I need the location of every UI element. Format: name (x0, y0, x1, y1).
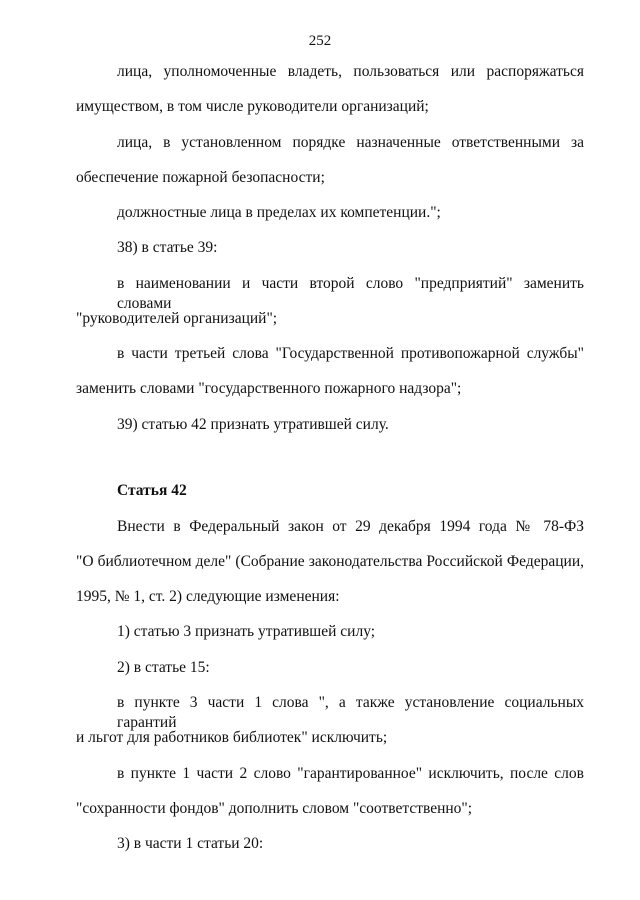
paragraph-line: в наименовании и части второй слово "предприятий" заменить словами (117, 275, 584, 312)
paragraph-line: 38) в статье 39: (117, 239, 218, 256)
paragraph-line: имуществом, в том числе руководители организаций; (76, 98, 429, 115)
paragraph-line: 1) статью 3 признать утратившей силу; (117, 623, 376, 640)
paragraph-line: 39) статью 42 признать утратившей силу. (117, 416, 389, 433)
paragraph-line: заменить словами "государственного пожарного надзора"; (76, 380, 462, 397)
paragraph-line: должностные лица в пределах их компетенции."; (117, 204, 441, 221)
paragraph-line: лица, в установленном порядке назначенные ответственными за (117, 134, 584, 151)
paragraph-line: и льгот для работников библиотек" исключить; (76, 729, 388, 746)
paragraph-line: 2) в статье 15: (117, 659, 210, 676)
paragraph-line: в пункте 1 части 2 слово "гарантированное" исключить, после слов (117, 765, 584, 782)
page-number: 252 (308, 33, 332, 49)
paragraph-line: в пункте 3 части 1 слова ", а также установление социальных гарантий (117, 694, 584, 731)
paragraph-line: "сохранности фондов" дополнить словом "соответственно"; (76, 800, 473, 817)
paragraph-line: 1995, № 1, ст. 2) следующие изменения: (76, 588, 340, 605)
paragraph-line: в части третьей слова "Государственной противопожарной службы" (117, 345, 584, 362)
paragraph-line: "руководителей организаций"; (76, 310, 278, 327)
paragraph-line: 3) в части 1 статьи 20: (117, 835, 264, 852)
paragraph-line: лица, уполномоченные владеть, пользоваться или распоряжаться (117, 63, 584, 80)
article-heading: Статья 42 (117, 482, 187, 499)
paragraph-line: обеспечение пожарной безопасности; (76, 169, 325, 186)
paragraph-line: "О библиотечном деле" (Собрание законодательства Российской Федерации, (76, 553, 584, 570)
paragraph-line: Внести в Федеральный закон от 29 декабря 1994 года № 78-ФЗ (117, 518, 584, 535)
